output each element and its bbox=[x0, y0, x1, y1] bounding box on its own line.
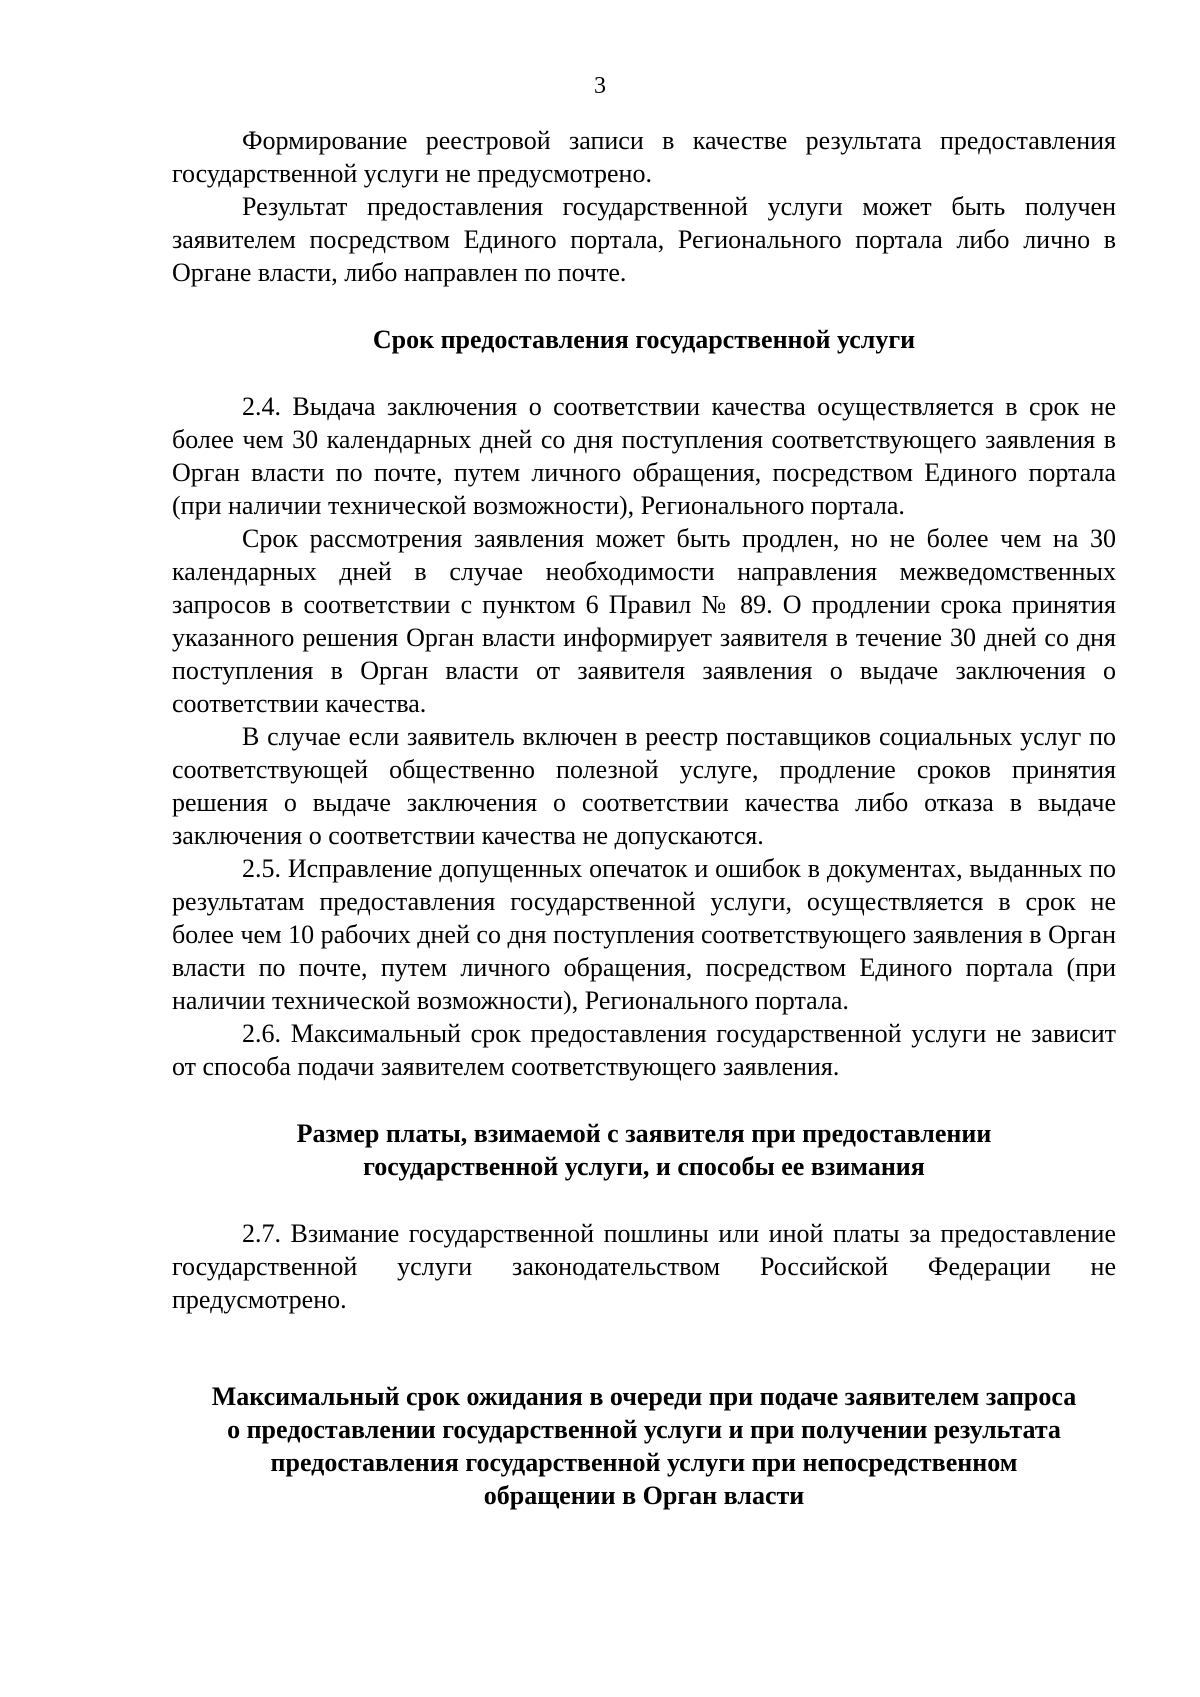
heading-line: Максимальный срок ожидания в очереди при подаче заявителем запроса bbox=[211, 1382, 1077, 1411]
paragraph-2-5: 2.5. Исправление допущенных опечаток и ошибок в документах, выданных по результатам предоставления государственной услуги, осуществляется в срок не более чем 10 рабочих дней со дня поступления соответствующего заявления в Орган власти по почте, путем личного обращения, посредством Единого портала (при наличии технической возможности), Регионального портала. bbox=[172, 854, 1116, 1015]
page-number: 3 bbox=[594, 73, 606, 99]
section-heading-service-term: Срок предоставления государственной услуги bbox=[372, 325, 916, 354]
heading-line: предоставления государственной услуги при непосредственном bbox=[270, 1448, 1018, 1477]
paragraph-2-7: 2.7. Взимание государственной пошлины или иной платы за предоставление государственной услуги законодательством Российской Федерации не предусмотрено. bbox=[172, 1219, 1116, 1314]
paragraph-term-extension: Срок рассмотрения заявления может быть продлен, но не более чем на 30 календарных дней в случае необходимости направления межведомственных запросов в соответствии с пунктом 6 Правил № 89. О продлении срока принятия указанного решения Орган власти информирует заявителя в течение 30 дней со дня поступления в Орган власти от заявителя заявления о выдаче заключения о соответствии качества. bbox=[172, 524, 1116, 718]
document-body bbox=[172, 124, 1116, 1512]
section-heading-fee bbox=[172, 1117, 1116, 1183]
heading-line: о предоставлении государственной услуги и при получении результата bbox=[227, 1415, 1061, 1444]
paragraph-result-delivery: Результат предоставления государственной услуги может быть получен заявителем посредством Единого портала, Регионального портала либо лично в Органе власти, либо направлен по почте. bbox=[172, 192, 1116, 287]
paragraph-registry-supplier: В случае если заявитель включен в реестр поставщиков социальных услуг по соответствующей общественно полезной услуге, продление сроков принятия решения о выдаче заключения о соответствии качества либо отказа в выдаче заключения о соответствии качества не допускаются. bbox=[172, 722, 1116, 850]
paragraph-2-4: 2.4. Выдача заключения о соответствии качества осуществляется в срок не более чем 30 календарных дней со дня поступления соответствующего заявления в Орган власти по почте, путем личного обращения, посредством Единого портала (при наличии технической возможности), Регионального портала. bbox=[172, 392, 1116, 520]
heading-line: государственной услуги, и способы ее взимания bbox=[363, 1152, 925, 1181]
paragraph-registry-record: Формирование реестровой записи в качестве результата предоставления государственной услуги не предусмотрено. bbox=[172, 126, 1116, 188]
heading-line: обращении в Орган власти bbox=[483, 1481, 805, 1510]
paragraph-2-6: 2.6. Максимальный срок предоставления государственной услуги не зависит от способа подачи заявителем соответствующего заявления. bbox=[172, 1019, 1116, 1081]
section-heading-queue-time bbox=[172, 1380, 1116, 1512]
heading-line: Размер платы, взимаемой с заявителя при предоставлении bbox=[296, 1119, 992, 1148]
